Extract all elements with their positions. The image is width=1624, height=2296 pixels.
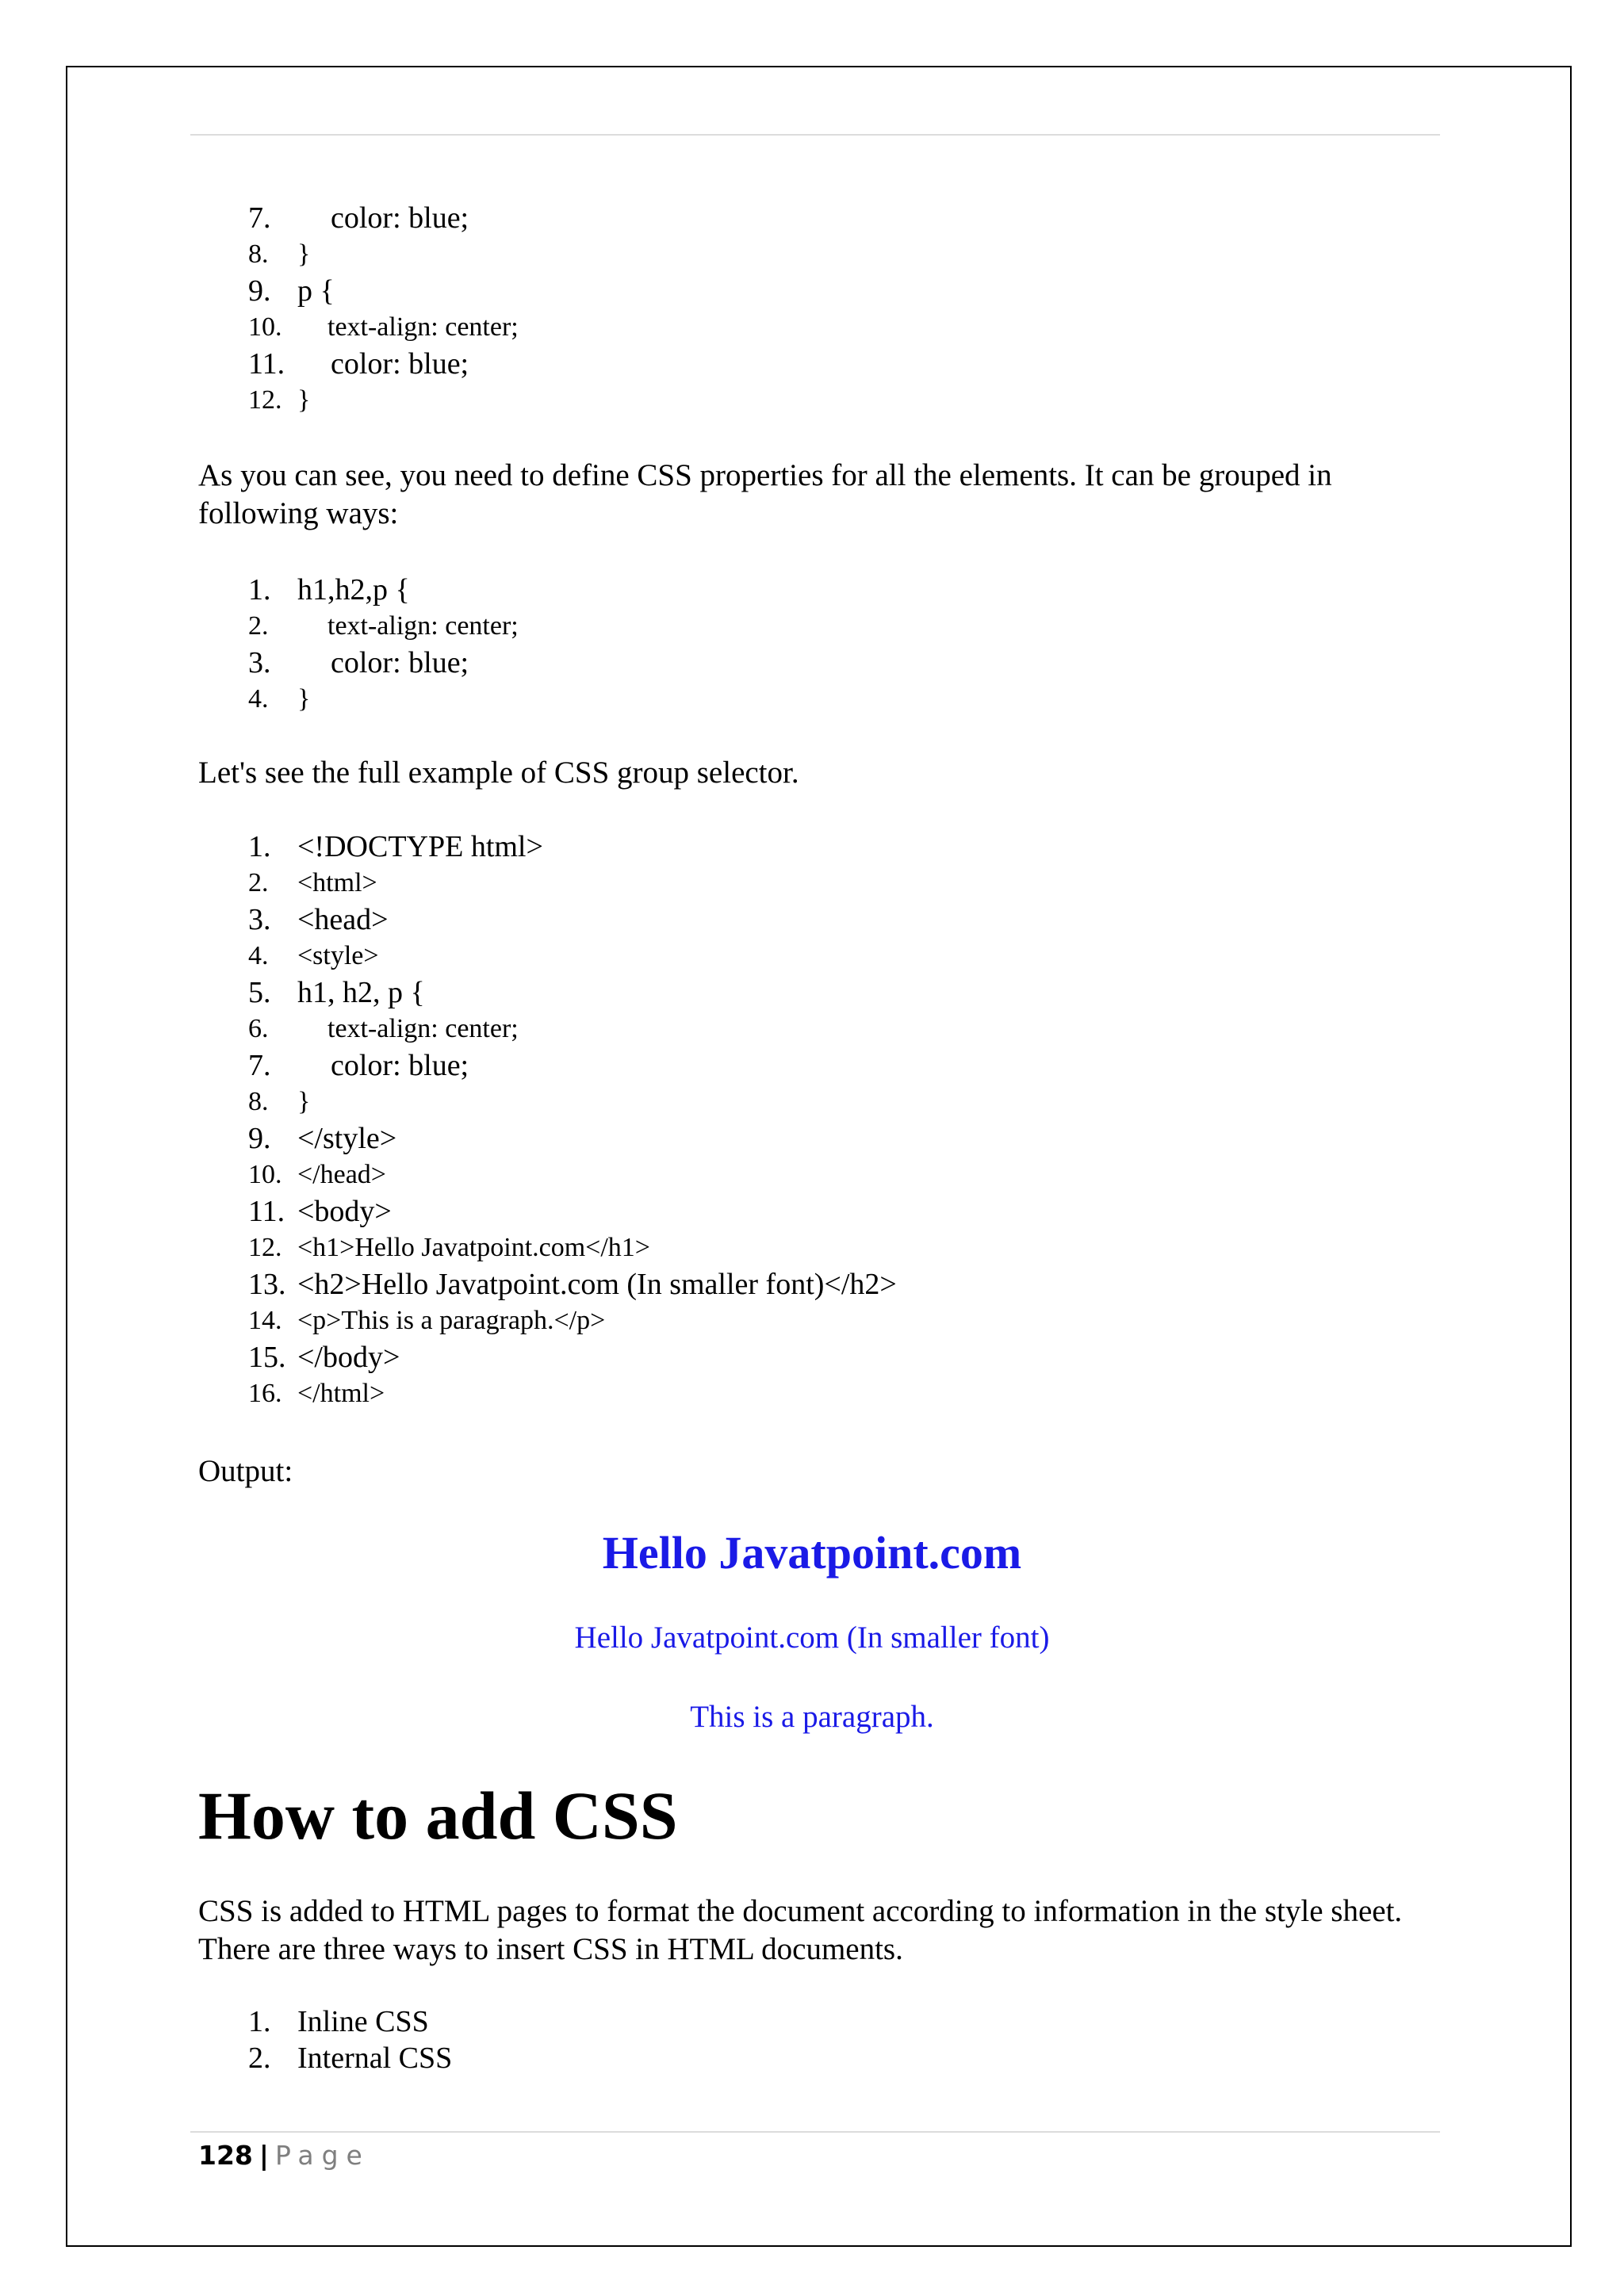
line-number: 3.: [248, 646, 271, 679]
line-number: 10.: [248, 312, 282, 342]
list-item: [248, 2040, 453, 2076]
line-number: 16.: [248, 1379, 282, 1408]
code-line: [248, 681, 311, 718]
list-text: Internal CSS: [297, 2042, 453, 2075]
line-number: 13.: [248, 1268, 286, 1301]
header-rule: [190, 134, 1440, 136]
page-footer: [198, 2138, 370, 2173]
paragraph-grouping: As you can see, you need to define CSS properties for all the elements. It can be grouped in following ways:: [198, 458, 1332, 530]
line-number: 11.: [248, 1195, 285, 1228]
line-text: <h2>Hello Javatpoint.com (In smaller font)</h2>: [297, 1268, 897, 1301]
line-text: </style>: [297, 1122, 397, 1155]
line-text: }: [297, 385, 311, 415]
code-line: [248, 1339, 400, 1376]
line-number: 8.: [248, 239, 269, 269]
footer-rule: [190, 2131, 1440, 2133]
line-text: color: blue;: [331, 347, 469, 381]
line-text: h1,h2,p {: [297, 573, 410, 607]
footer-separator: |: [259, 2140, 269, 2171]
line-text: text-align: center;: [327, 1014, 519, 1043]
line-number: 11.: [248, 347, 285, 381]
line-number: 1.: [248, 573, 271, 607]
line-text: h1, h2, p {: [297, 976, 425, 1009]
line-number: 12.: [248, 1233, 282, 1262]
code-line: [248, 608, 519, 645]
line-text: color: blue;: [331, 1049, 469, 1082]
code-line: [248, 572, 410, 608]
paragraph-example: Let's see the full example of CSS group selector.: [198, 756, 799, 790]
code-line: [248, 382, 311, 419]
ways-list: [248, 2003, 453, 2076]
code-line: [248, 1120, 397, 1157]
line-number: 8.: [248, 1087, 269, 1116]
code-line: [248, 1047, 469, 1084]
line-number: 15.: [248, 1341, 286, 1374]
code-line: [248, 309, 519, 346]
line-text: }: [297, 1087, 311, 1116]
line-text: }: [297, 239, 311, 269]
line-number: 10.: [248, 1160, 282, 1189]
paragraph-add-css: CSS is added to HTML pages to format the document according to information in the style sheet. There are three ways to insert CSS in HTML documents.: [198, 1894, 1403, 1966]
code-block-3: [248, 828, 897, 1412]
line-number: 1.: [248, 830, 271, 863]
line-text: color: blue;: [331, 201, 469, 235]
code-line: [248, 828, 543, 865]
code-line: [248, 1303, 606, 1339]
line-text: </body>: [297, 1341, 400, 1374]
line-text: text-align: center;: [327, 312, 519, 342]
code-line: [248, 273, 335, 309]
code-line: [248, 1230, 650, 1266]
line-text: <!DOCTYPE html>: [297, 830, 543, 863]
code-line: [248, 1193, 392, 1230]
code-block-1: [248, 200, 519, 419]
line-number: 2.: [248, 611, 269, 641]
line-number: 3.: [248, 903, 271, 936]
line-text: <style>: [297, 941, 379, 970]
line-text: <p>This is a paragraph.</p>: [297, 1306, 606, 1335]
code-line: [248, 346, 469, 382]
code-line: [248, 200, 469, 236]
output-label: Output:: [198, 1454, 293, 1488]
line-text: <body>: [297, 1195, 392, 1228]
line-text: color: blue;: [331, 646, 469, 679]
code-block-2: [248, 572, 519, 718]
page-label: Page: [274, 2140, 370, 2171]
list-number: 2.: [248, 2042, 271, 2075]
line-text: text-align: center;: [327, 611, 519, 641]
line-text: }: [297, 684, 311, 714]
line-number: 2.: [248, 868, 269, 897]
line-number: 7.: [248, 1049, 271, 1082]
output-heading-2: Hello Javatpoint.com (In smaller font): [574, 1621, 1050, 1655]
code-line: [248, 938, 379, 974]
section-heading: How to add CSS: [198, 1777, 678, 1854]
output-paragraph: This is a paragraph.: [690, 1700, 934, 1734]
list-number: 1.: [248, 2005, 271, 2038]
code-line: [248, 1084, 311, 1120]
line-number: 5.: [248, 976, 271, 1009]
line-text: <head>: [297, 903, 389, 936]
line-number: 6.: [248, 1014, 269, 1043]
line-text: <h1>Hello Javatpoint.com</h1>: [297, 1233, 650, 1262]
code-line: [248, 1376, 385, 1412]
list-text: Inline CSS: [297, 2005, 429, 2038]
line-number: 9.: [248, 1122, 271, 1155]
line-number: 7.: [248, 201, 271, 235]
line-number: 4.: [248, 941, 269, 970]
line-text: p {: [297, 274, 335, 308]
line-text: <html>: [297, 868, 377, 897]
output-heading-1: Hello Javatpoint.com: [602, 1527, 1022, 1578]
list-item: [248, 2003, 429, 2040]
line-number: 4.: [248, 684, 269, 714]
code-line: [248, 1011, 519, 1047]
line-text: </head>: [297, 1160, 386, 1189]
code-line: [248, 974, 425, 1011]
code-line: [248, 901, 389, 938]
code-line: [248, 1157, 386, 1193]
code-line: [248, 645, 469, 681]
code-line: [248, 236, 311, 273]
code-line: [248, 865, 377, 901]
code-line: [248, 1266, 897, 1303]
line-number: 9.: [248, 274, 271, 308]
line-number: 12.: [248, 385, 282, 415]
line-number: 14.: [248, 1306, 282, 1335]
line-text: </html>: [297, 1379, 385, 1408]
page-number: 128: [198, 2140, 253, 2171]
